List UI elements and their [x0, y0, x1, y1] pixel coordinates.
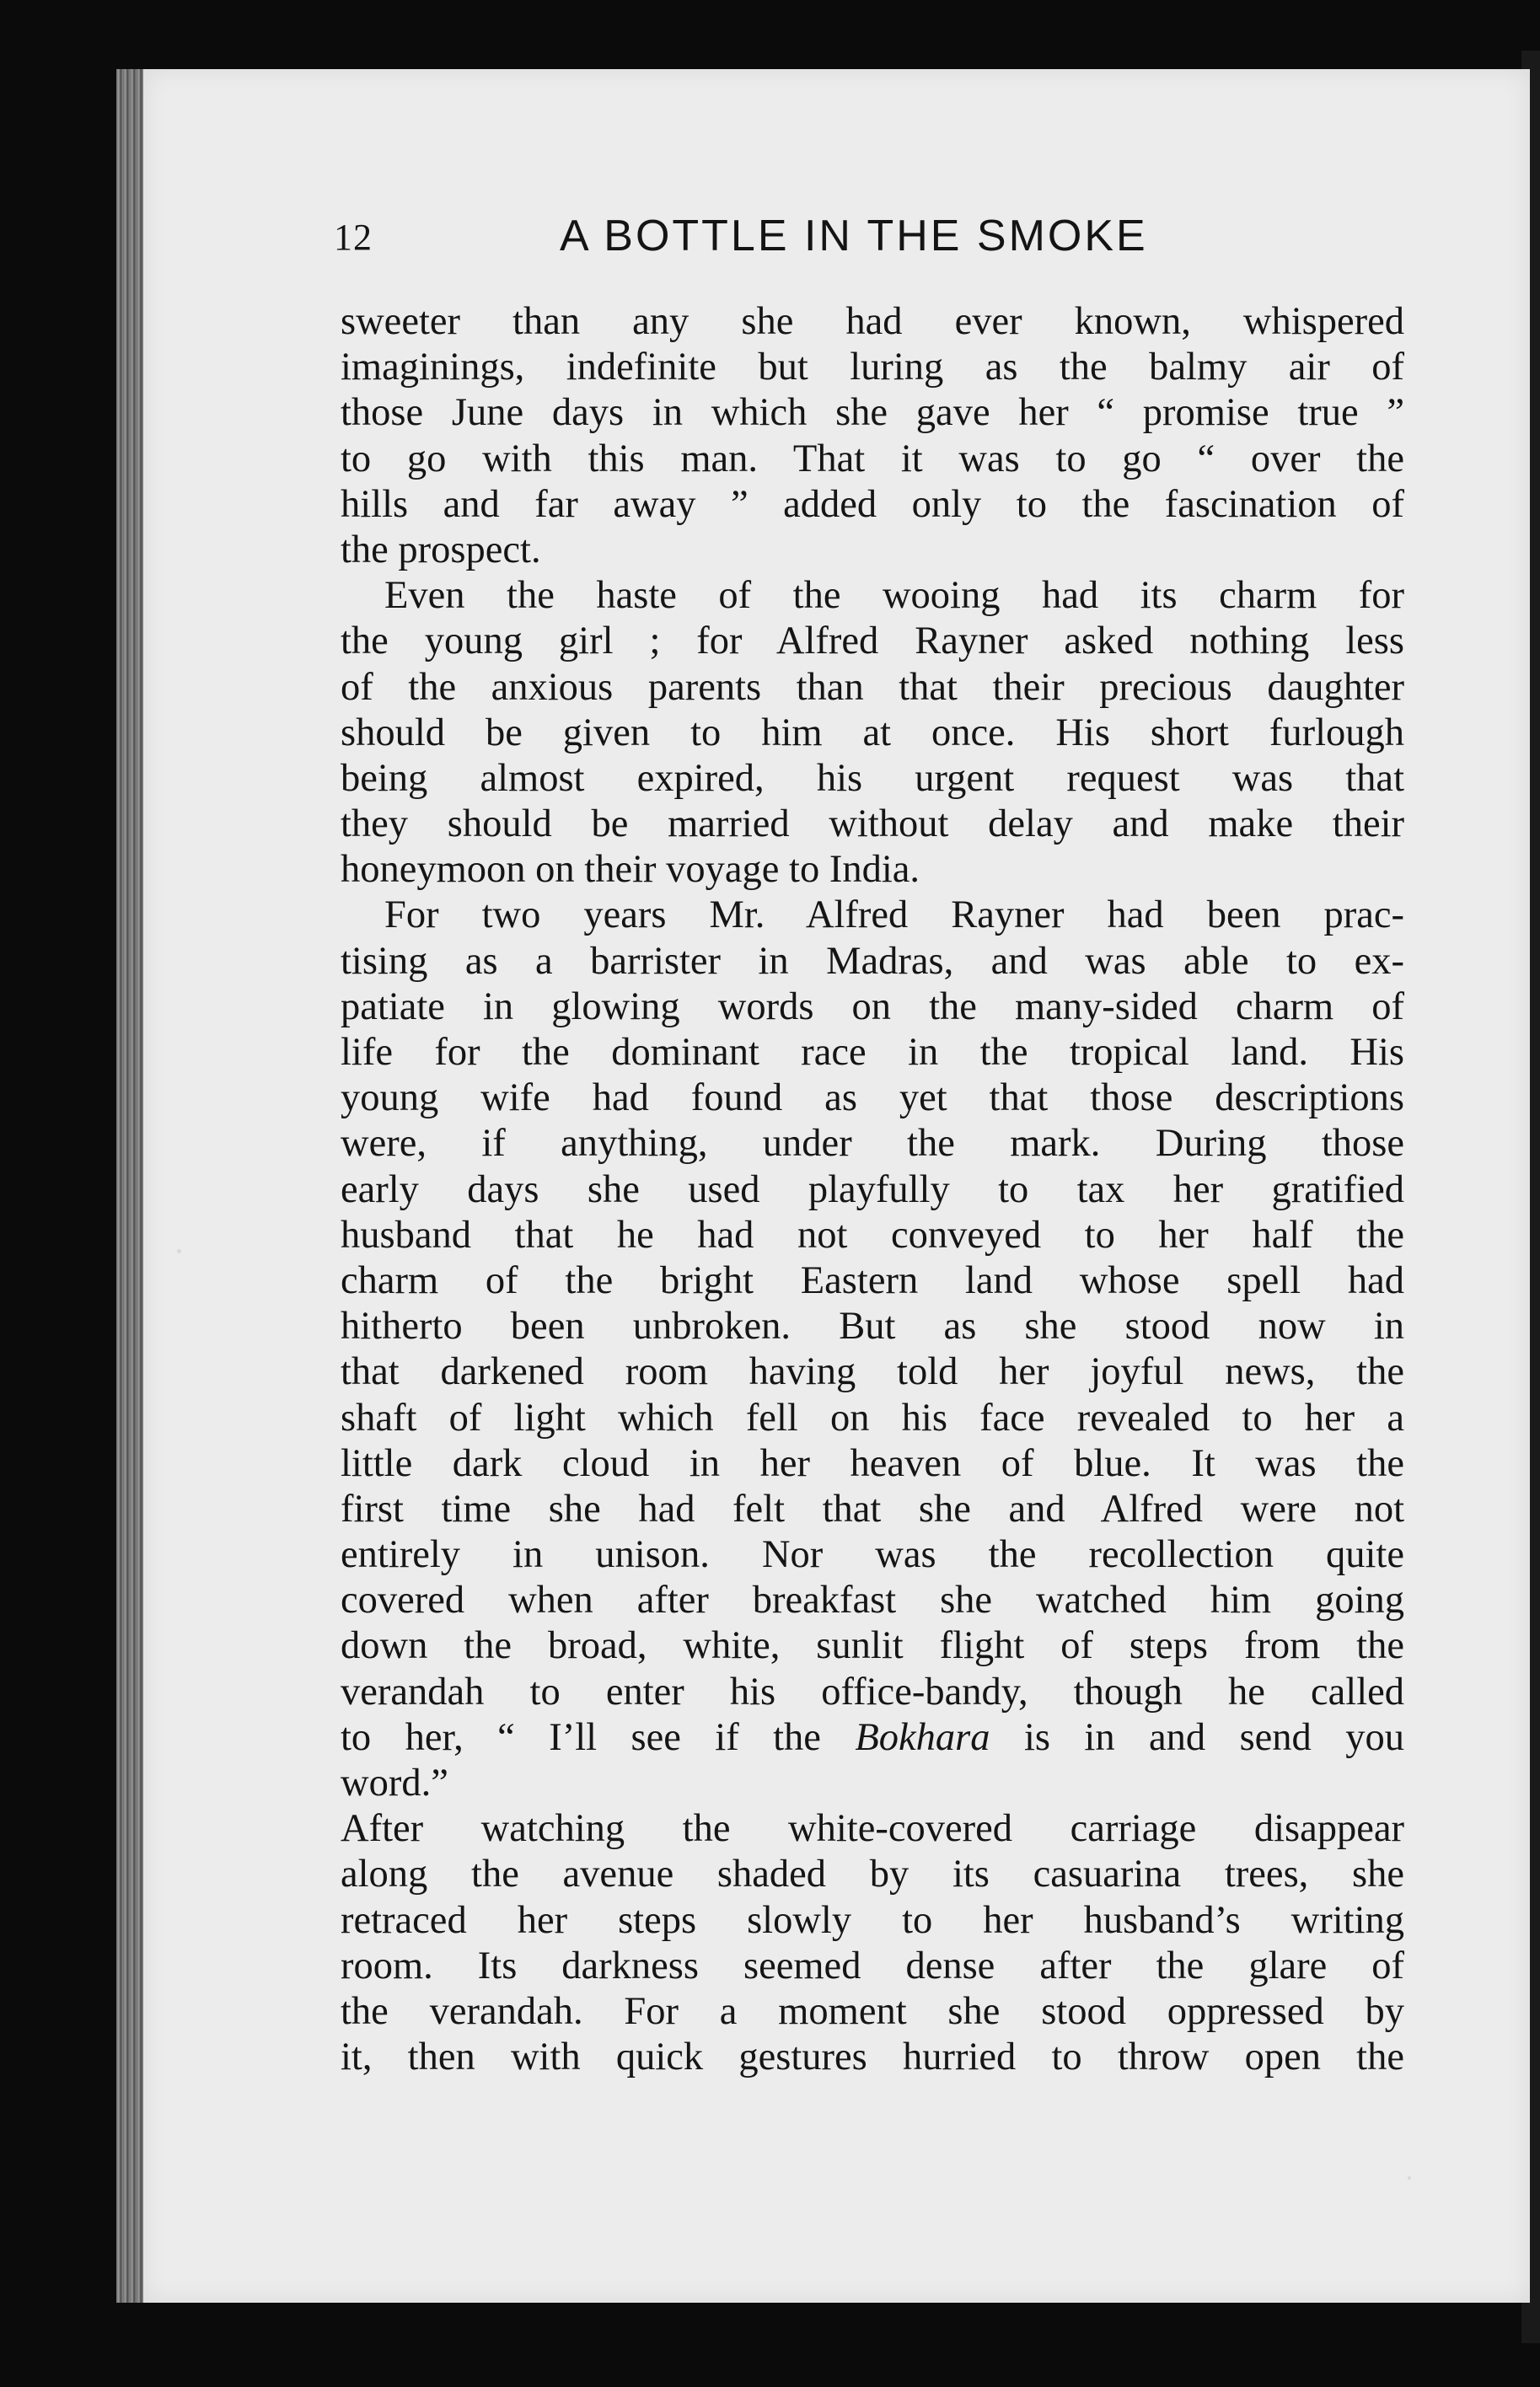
text-line: honeymoon on their voyage to India.: [341, 848, 920, 892]
text-line: room. Its darkness seemed dense after the glare of: [341, 1944, 1404, 1987]
text-line: husband that he had not conveyed to her half the: [341, 1213, 1404, 1257]
page-number: 12: [334, 217, 373, 258]
text-line: young wife had found as yet that those descriptions: [341, 1076, 1404, 1120]
text-line: they should be married without delay and make their: [341, 802, 1404, 846]
text-line: to go with this man. That it was to go “ over the: [341, 437, 1404, 480]
text-line: it, then with quick gestures hurried to throw open the: [341, 2036, 1404, 2079]
text-line: that darkened room having told her joyful news, the: [341, 1350, 1404, 1394]
ship-name: Bokhara: [855, 1715, 990, 1759]
paper-speck: [177, 1249, 181, 1253]
text-line: down the broad, white, sunlit flight of steps from the: [341, 1624, 1404, 1668]
text-line: patiate in glowing words on the many-sided charm of: [341, 984, 1404, 1028]
text-line: retraced her steps slowly to her husband’s writing: [341, 1898, 1404, 1942]
text-line: imaginings, indefinite but luring as the balmy air of: [341, 346, 1404, 389]
text-line: charm of the bright Eastern land whose spell had: [341, 1258, 1404, 1302]
text-line: the young girl ; for Alfred Rayner asked nothing less: [341, 620, 1404, 663]
text-line: should be given to him at once. His short furlough: [341, 711, 1404, 754]
text-line: covered when after breakfast she watched him going: [341, 1579, 1404, 1623]
running-head: [334, 211, 1177, 270]
body-text: [341, 299, 1404, 2080]
text-line-part: to her, “ I’ll see if the: [341, 1715, 856, 1759]
text-line: After watching the white-covered carriage disappear: [341, 1807, 1404, 1851]
text-line: the prospect.: [341, 528, 541, 571]
text-line: word.”: [341, 1762, 448, 1805]
text-line: being almost expired, his urgent request was that: [341, 756, 1404, 800]
text-line: were, if anything, under the mark. During those: [341, 1122, 1404, 1166]
text-line: [341, 1715, 1404, 1761]
text-line: verandah to enter his office-bandy, though he called: [341, 1670, 1404, 1714]
text-line: Even the haste of the wooing had its charm for: [384, 574, 1404, 618]
paper-speck: [1408, 2176, 1411, 2180]
text-line: of the anxious parents than that their precious daughter: [341, 665, 1404, 709]
text-line: life for the dominant race in the tropical land. His: [341, 1031, 1404, 1074]
text-line: first time she had felt that she and Alfred were not: [341, 1487, 1404, 1531]
text-line-part: is in and send you: [990, 1715, 1404, 1759]
text-line: entirely in unison. Nor was the recollection quite: [341, 1533, 1404, 1577]
text-line: tising as a barrister in Madras, and was able to ex-: [341, 939, 1404, 983]
text-line: little dark cloud in her heaven of blue. It was the: [341, 1441, 1404, 1485]
text-line: those June days in which she gave her “ promise true ”: [341, 391, 1404, 435]
text-line: hitherto been unbroken. But as she stood now in: [341, 1305, 1404, 1349]
text-line: For two years Mr. Alfred Rayner had been prac-: [384, 893, 1404, 937]
book-edge: [116, 69, 145, 2303]
text-line: along the avenue shaded by its casuarina trees, she: [341, 1853, 1404, 1896]
text-line: hills and far away ” added only to the fascination of: [341, 482, 1404, 526]
text-line: shaft of light which fell on his face revealed to her a: [341, 1396, 1404, 1440]
text-line: early days she used playfully to tax her gratified: [341, 1167, 1404, 1211]
text-line: sweeter than any she had ever known, whispered: [341, 300, 1404, 343]
text-line: the verandah. For a moment she stood oppressed by: [341, 1989, 1404, 2033]
book-title: A BOTTLE IN THE SMOKE: [560, 212, 1148, 260]
